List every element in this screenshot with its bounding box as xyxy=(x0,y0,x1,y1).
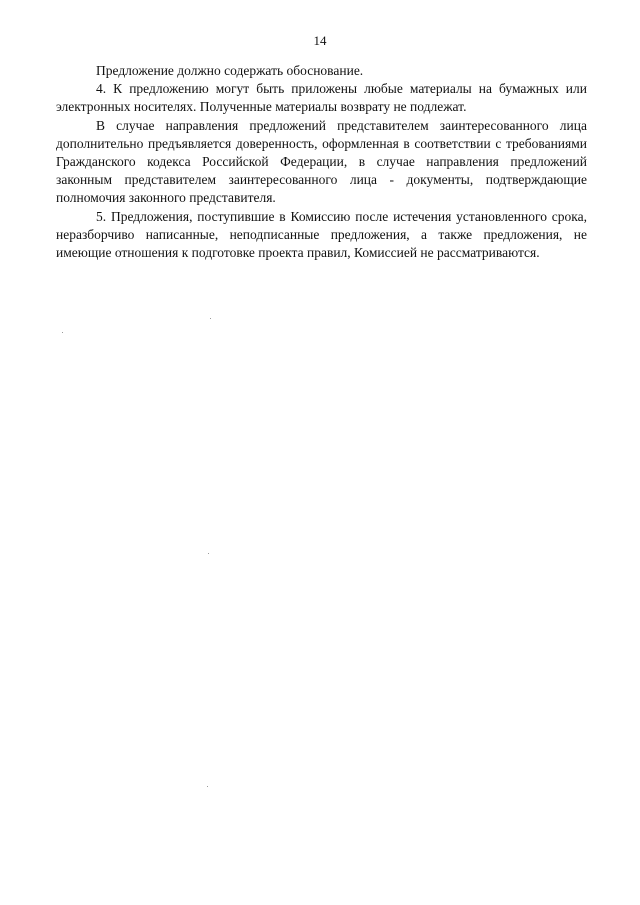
scan-speck xyxy=(62,332,63,333)
scan-speck xyxy=(208,553,209,554)
document-body xyxy=(56,62,587,262)
paragraph-representative: В случае направления предложений представителем заинтересованного лица дополнительно предъявляется доверенность, оформленная в соответствии с требованиями Гражданского кодекса Российской Федерации, в случае направления предложений законным представителем заинтересованного лица - документы, подтверждающие полномочия законного представителя. xyxy=(56,117,587,206)
page-number: 14 xyxy=(313,33,327,48)
scan-speck xyxy=(207,786,208,787)
scan-speck xyxy=(210,318,211,319)
paragraph-item-5-rejected: 5. Предложения, поступившие в Комиссию после истечения установленного срока, неразборчиво написанные, неподписанные предложения, а также предложения, не имеющие отношения к подготовке проекта правил, Комиссией не рассматриваются. xyxy=(56,208,587,261)
paragraph-justification: Предложение должно содержать обоснование. xyxy=(96,63,364,78)
paragraph-item-4-materials: 4. К предложению могут быть приложены любые материалы на бумажных или электронных носителях. Полученные материалы возврату не подлежат. xyxy=(56,81,587,115)
